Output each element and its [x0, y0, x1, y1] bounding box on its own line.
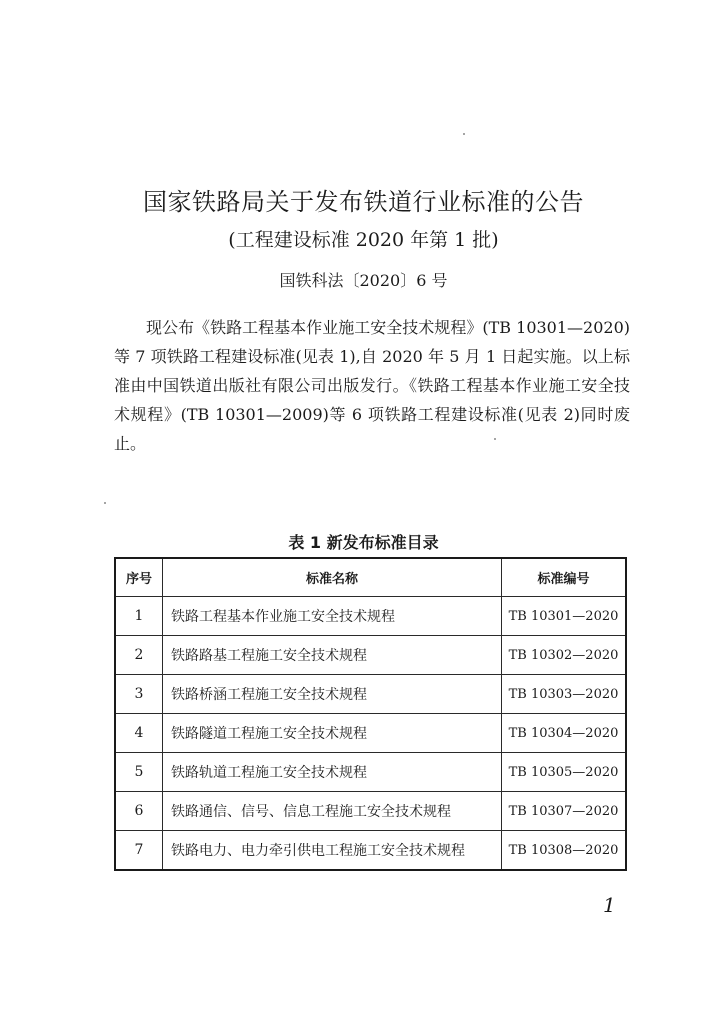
- table-header-row: [115, 558, 626, 597]
- header-standard-code: 标准编号: [502, 558, 627, 597]
- row-standard-name: 铁路桥涵工程施工安全技术规程: [163, 675, 502, 714]
- scan-speck: [494, 438, 496, 440]
- table-row: [115, 714, 626, 753]
- header-serial-number: 序号: [115, 558, 163, 597]
- row-standard-name: 铁路通信、信号、信息工程施工安全技术规程: [163, 792, 502, 831]
- notice-subtitle: (工程建设标准 2020 年第 1 批): [228, 229, 499, 251]
- table-row: [115, 675, 626, 714]
- row-standard-code: TB 10301—2020: [502, 597, 627, 636]
- row-serial-number: 6: [115, 792, 163, 831]
- table-row: [115, 753, 626, 792]
- table-row: [115, 792, 626, 831]
- page-number: 1: [603, 893, 616, 917]
- row-serial-number: 2: [115, 636, 163, 675]
- row-standard-code: TB 10303—2020: [502, 675, 627, 714]
- notice-title: 国家铁路局关于发布铁道行业标准的公告: [143, 188, 584, 216]
- row-serial-number: 4: [115, 714, 163, 753]
- table-row: [115, 831, 626, 871]
- row-standard-name: 铁路工程基本作业施工安全技术规程: [163, 597, 502, 636]
- row-serial-number: 1: [115, 597, 163, 636]
- row-serial-number: 7: [115, 831, 163, 871]
- row-standard-name: 铁路路基工程施工安全技术规程: [163, 636, 502, 675]
- notice-body-paragraph: 现公布《铁路工程基本作业施工安全技术规程》(TB 10301—2020)等 7 项铁路工程建设标准(见表 1),自 2020 年 5 月 1 日起实施。以上标准由中国铁道出版社有限公司出版发行。《铁路工程基本作业施工安全技术规程》(TB 10301—2009)等 6 项铁路工程建设标准(见表 2)同时废止。: [114, 318, 630, 453]
- row-standard-code: TB 10308—2020: [502, 831, 627, 871]
- row-standard-name: 铁路电力、电力牵引供电工程施工安全技术规程: [163, 831, 502, 871]
- header-standard-name: 标准名称: [163, 558, 502, 597]
- row-standard-code: TB 10304—2020: [502, 714, 627, 753]
- scan-speck: [463, 133, 465, 135]
- row-standard-code: TB 10307—2020: [502, 792, 627, 831]
- row-standard-code: TB 10302—2020: [502, 636, 627, 675]
- standards-table: [114, 557, 627, 871]
- table-row: [115, 597, 626, 636]
- row-serial-number: 5: [115, 753, 163, 792]
- row-serial-number: 3: [115, 675, 163, 714]
- table-caption: 表 1 新发布标准目录: [288, 533, 439, 552]
- row-standard-name: 铁路轨道工程施工安全技术规程: [163, 753, 502, 792]
- table-row: [115, 636, 626, 675]
- row-standard-name: 铁路隧道工程施工安全技术规程: [163, 714, 502, 753]
- scan-speck: [104, 502, 106, 504]
- document-number: 国铁科法〔2020〕6 号: [279, 271, 448, 290]
- row-standard-code: TB 10305—2020: [502, 753, 627, 792]
